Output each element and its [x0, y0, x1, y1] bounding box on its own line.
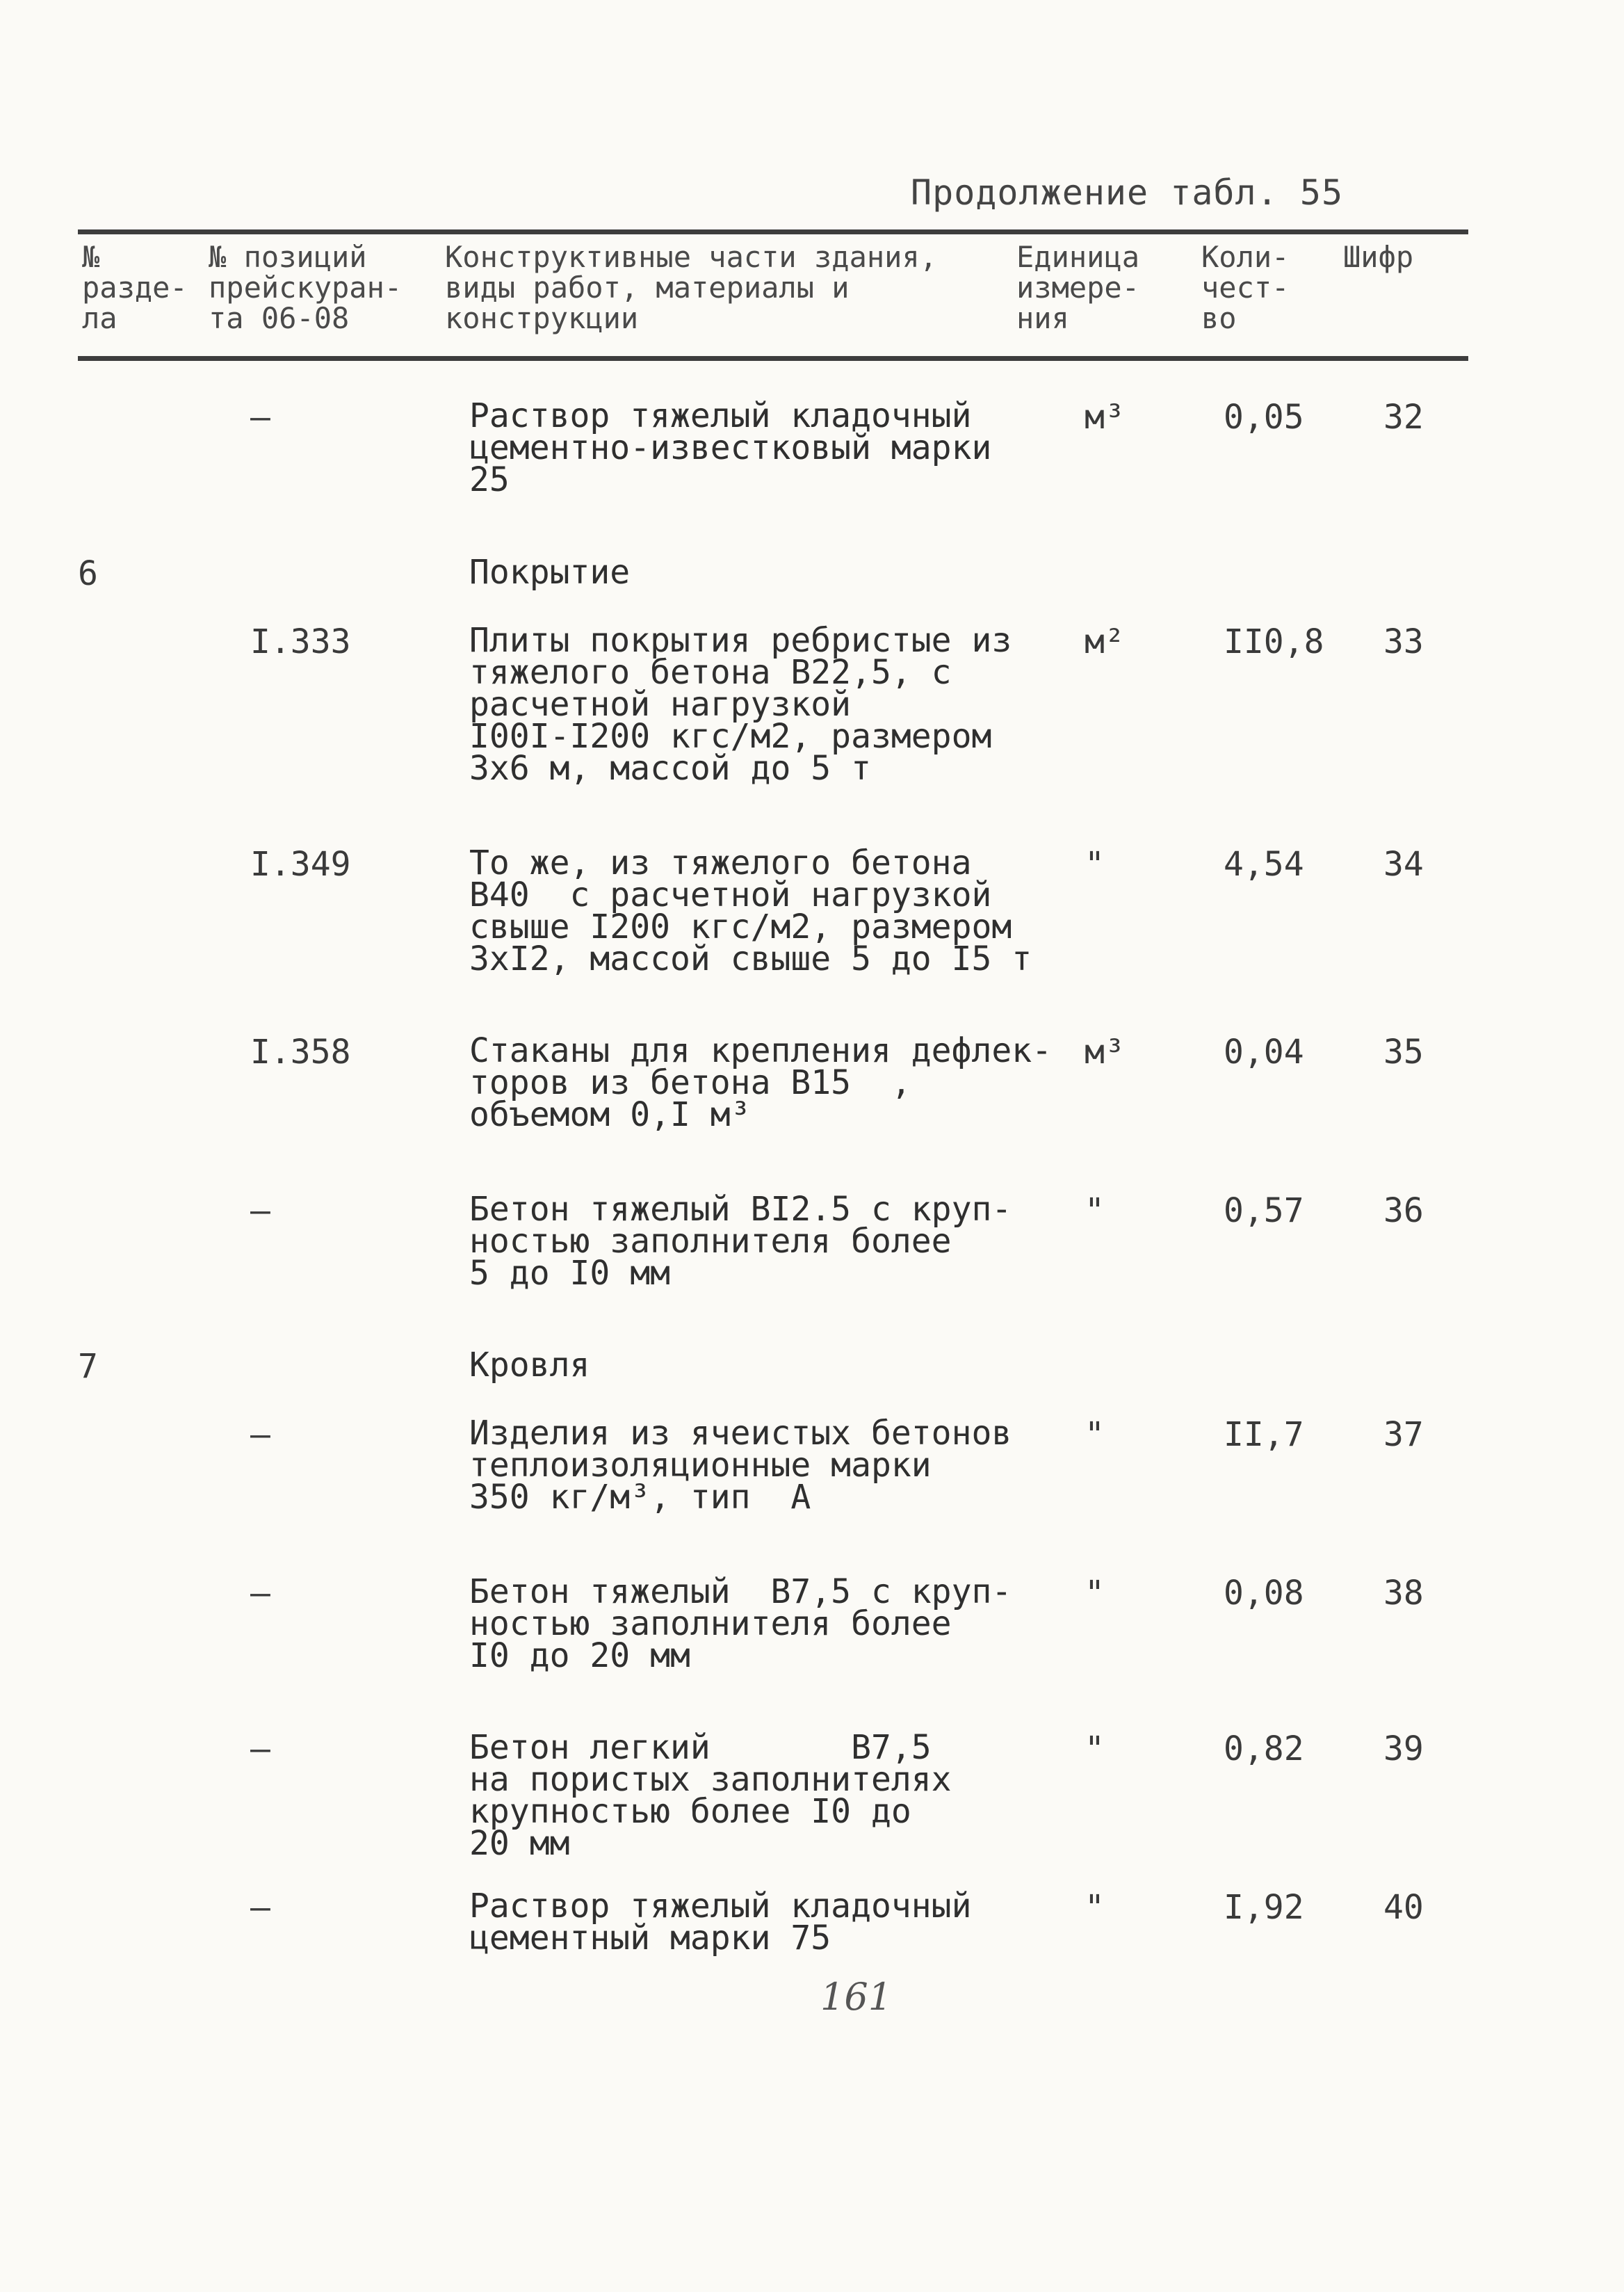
- position-number: –: [250, 1191, 270, 1230]
- unit: ": [1085, 1191, 1105, 1230]
- page-number: 161: [820, 1975, 893, 2019]
- code: 35: [1383, 1033, 1424, 1072]
- item-description: Бетон тяжелый ВI2.5 с круп- ностью заполнителя более 5 до I0 мм: [469, 1190, 1012, 1293]
- quantity: 0,57: [1224, 1191, 1304, 1230]
- position-number: I.349: [250, 845, 351, 884]
- item-description: Раствор тяжелый кладочный цементный марки 75: [469, 1887, 972, 1958]
- quantity: II0,8: [1224, 622, 1324, 661]
- item-description: Изделия из ячеистых бетонов теплоизоляционные марки 350 кг/м³, тип А: [469, 1414, 1012, 1517]
- position-number: –: [250, 398, 270, 437]
- unit: м³: [1085, 1033, 1125, 1072]
- position-number: I.333: [250, 622, 351, 661]
- unit: ": [1085, 1729, 1105, 1768]
- unit: ": [1085, 1888, 1105, 1927]
- unit: ": [1085, 1415, 1105, 1454]
- header-code: Шифр: [1343, 240, 1414, 274]
- section-title: Покрытие: [469, 553, 631, 592]
- header-section-number: № разде- ла: [82, 240, 188, 335]
- position-number: –: [250, 1574, 270, 1613]
- item-description: То же, из тяжелого бетона В40 с расчетной нагрузкой свыше I200 кгс/м2, размером 3хI2, массой свыше 5 до I5 т: [469, 844, 1032, 978]
- header-quantity: Коли- чест- во: [1201, 240, 1290, 335]
- header-top-rule: [78, 229, 1468, 234]
- quantity: II,7: [1224, 1415, 1304, 1454]
- code: 38: [1383, 1574, 1424, 1613]
- code: 39: [1383, 1729, 1424, 1768]
- quantity: 0,82: [1224, 1729, 1304, 1768]
- section-number: 6: [78, 554, 98, 593]
- unit: ": [1085, 1574, 1105, 1613]
- unit: м²: [1085, 622, 1125, 661]
- position-number: –: [250, 1729, 270, 1768]
- unit: ": [1085, 845, 1105, 884]
- code: 36: [1383, 1191, 1424, 1230]
- quantity: 4,54: [1224, 845, 1304, 884]
- table-caption: Продолжение табл. 55: [911, 172, 1344, 213]
- item-description: Бетон легкий В7,5 на пористых заполнителях крупностью более I0 до 20 мм: [469, 1728, 952, 1863]
- code: 32: [1383, 398, 1424, 437]
- quantity: 0,04: [1224, 1033, 1304, 1072]
- code: 37: [1383, 1415, 1424, 1454]
- code: 40: [1383, 1888, 1424, 1927]
- item-description: Плиты покрытия ребристые из тяжелого бетона В22,5, с расчетной нагрузкой I00I-I200 кгс/м2, размером 3х6 м, массой до 5 т: [469, 621, 1012, 788]
- position-number: –: [250, 1888, 270, 1927]
- quantity: 0,05: [1224, 398, 1304, 437]
- header-bottom-rule: [78, 356, 1468, 361]
- header-description: Конструктивные части здания, виды работ, материалы и конструкции: [445, 240, 938, 335]
- section-title: Кровля: [469, 1346, 590, 1385]
- quantity: I,92: [1224, 1888, 1304, 1927]
- item-description: Раствор тяжелый кладочный цементно-известковый марки 25: [469, 396, 992, 499]
- unit: м³: [1085, 398, 1125, 437]
- item-description: Стаканы для крепления дефлек- торов из бетона В15 , объемом 0,I м³: [469, 1031, 1053, 1134]
- position-number: –: [250, 1415, 270, 1454]
- item-description: Бетон тяжелый В7,5 с круп- ностью заполнителя более I0 до 20 мм: [469, 1572, 1012, 1675]
- header-price-list-position: № позиций прейскуран- та 06-08: [209, 240, 403, 335]
- code: 33: [1383, 622, 1424, 661]
- code: 34: [1383, 845, 1424, 884]
- position-number: I.358: [250, 1033, 351, 1072]
- quantity: 0,08: [1224, 1574, 1304, 1613]
- header-unit: Единица измере- ния: [1016, 240, 1140, 335]
- section-number: 7: [78, 1347, 98, 1386]
